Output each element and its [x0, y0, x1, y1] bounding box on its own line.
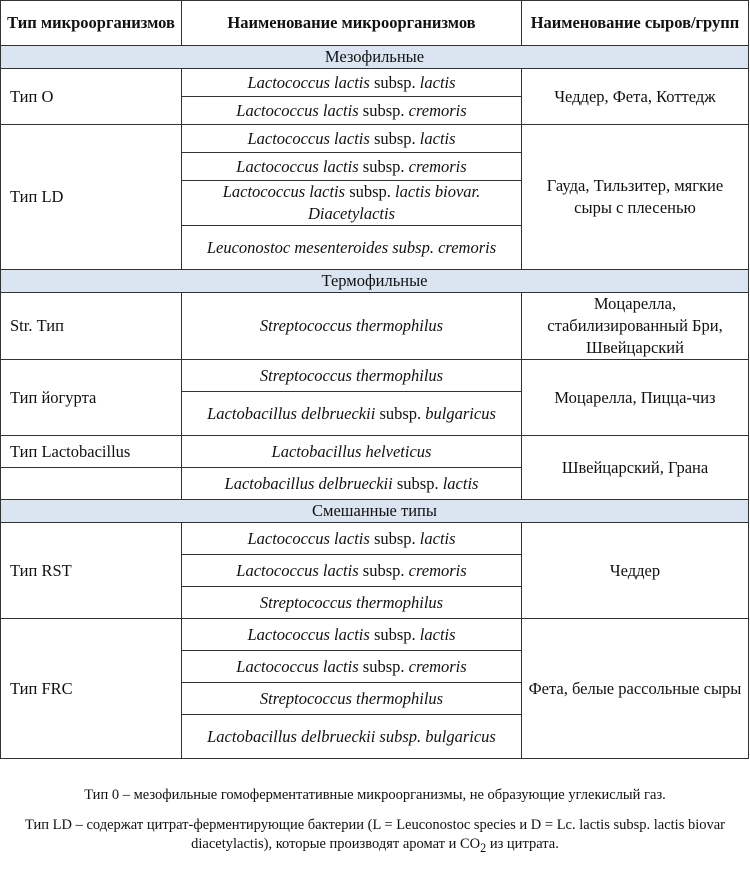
table-row — [1, 69, 749, 97]
organism-cell: Lactobacillus delbrueckii subsp. bulgaricus — [182, 392, 522, 436]
organism-cell: Lactococcus lactis subsp. cremoris — [182, 153, 522, 181]
organism-cell: Leuconostoc mesenteroides subsp. cremoris — [182, 226, 522, 270]
table-row — [1, 619, 749, 651]
organism-cell: Streptococcus thermophilus — [182, 360, 522, 392]
section-mesophilic: Мезофильные — [1, 46, 749, 69]
type-cell: Str. Тип — [1, 293, 182, 360]
organism-cell: Lactococcus lactis subsp. cremoris — [182, 651, 522, 683]
cheese-cell: Моцарелла, стабилизированный Бри, Швейцарский — [522, 293, 749, 360]
section-row — [1, 270, 749, 293]
table-row — [1, 436, 749, 468]
organism-cell: Lactococcus lactis subsp. lactis biovar. Diacetylactis — [182, 181, 522, 226]
type-cell: Тип RST — [1, 523, 182, 619]
type-cell: Тип FRC — [1, 619, 182, 759]
cheese-cell: Чеддер — [522, 523, 749, 619]
header-type: Тип микроорганизмов — [1, 1, 182, 46]
type-cell: Тип LD — [1, 125, 182, 270]
cheese-cell: Фета, белые рассольные сыры — [522, 619, 749, 759]
type-cell: Тип йогурта — [1, 360, 182, 436]
footnote-type-0: Тип 0 – мезофильные гомоферментативные микроорганизмы, не образующие углекислый газ. — [84, 787, 666, 803]
organism-cell: Lactococcus lactis subsp. lactis — [182, 619, 522, 651]
organism-cell: Streptococcus thermophilus — [182, 683, 522, 715]
organism-cell: Lactobacillus helveticus — [182, 436, 522, 468]
section-row — [1, 500, 749, 523]
organism-cell: Lactococcus lactis subsp. lactis — [182, 523, 522, 555]
table-row — [1, 523, 749, 555]
cheese-cell: Швейцарский, Грана — [522, 436, 749, 500]
type-cell-empty — [1, 468, 182, 500]
table-row — [1, 360, 749, 392]
cheese-cell: Чеддер, Фета, Коттедж — [522, 69, 749, 125]
table-row — [1, 125, 749, 153]
section-mixed: Смешанные типы — [1, 500, 749, 523]
organism-cell: Lactococcus lactis subsp. lactis — [182, 69, 522, 97]
organism-cell: Streptococcus thermophilus — [182, 587, 522, 619]
organism-cell: Lactobacillus delbrueckii subsp. lactis — [182, 468, 522, 500]
organism-cell: Lactococcus lactis subsp. cremoris — [182, 97, 522, 125]
type-cell: Тип Lactobacillus — [1, 436, 182, 468]
cheese-cell: Гауда, Тильзитер, мягкие сыры с плесенью — [522, 125, 749, 270]
header-cheeses: Наименование сыров/групп — [522, 1, 749, 46]
section-row — [1, 46, 749, 69]
organism-cell: Lactococcus lactis subsp. lactis — [182, 125, 522, 153]
type-cell: Тип O — [1, 69, 182, 125]
section-thermophilic: Термофильные — [1, 270, 749, 293]
footnotes — [0, 786, 750, 869]
header-organisms: Наименование микроорганизмов — [182, 1, 522, 46]
footnote-type-ld: Тип LD – содержат цитрат-ферментирующие бактерии (L = Leuconostoc species и D = Lc. lactis subsp. lactis biovar diacetylactis), которые производят аромат и $CO_2$ из цитрата. — [24, 817, 726, 855]
cheese-cell: Моцарелла, Пицца-чиз — [522, 360, 749, 436]
organism-cell: Lactobacillus delbrueckii subsp. bulgaricus — [182, 715, 522, 759]
organism-cell: Lactococcus lactis subsp. cremoris — [182, 555, 522, 587]
organism-cell: Streptococcus thermophilus — [182, 293, 522, 360]
header-row — [1, 1, 749, 46]
table-row — [1, 293, 749, 360]
